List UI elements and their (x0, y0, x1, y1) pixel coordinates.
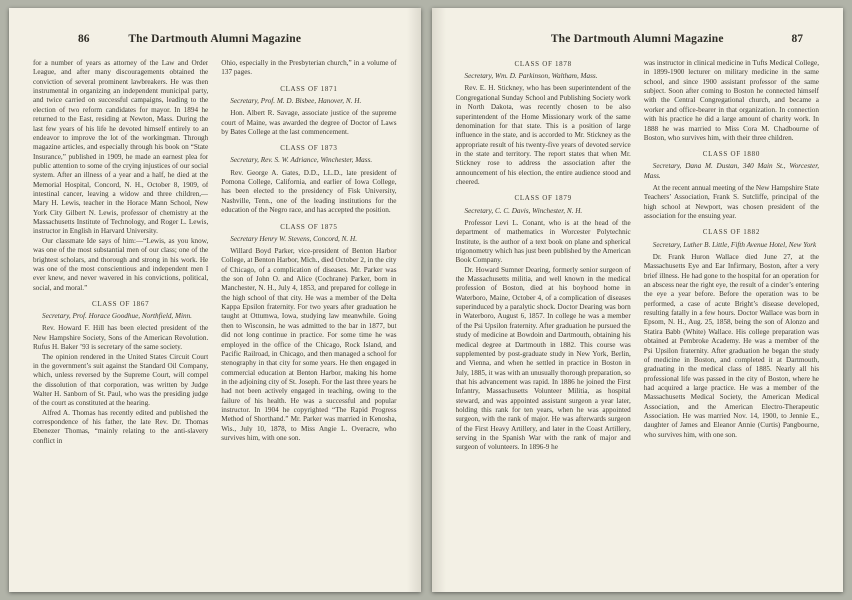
paragraph: Hon. Albert R. Savage, associate justice of the supreme court of Maine, was awarded the degree of Doctor of Laws by Bates College at the last commencement. (221, 109, 397, 136)
class-heading: CLASS OF 1873 (280, 144, 338, 153)
class-heading: CLASS OF 1867 (91, 299, 150, 308)
right-page (432, 8, 844, 592)
right-page-header (456, 33, 820, 49)
paragraph-continued: was instructor in clinical medicine in Tufts Medical College, in 1899-1900 lecturer on military medicine in the same school, and since 1900 assistant professor of the same subject. Soon after coming to Boston he connected himself with the Central Congregational church, and became a worker and office-bearer in that organization. In connection with his practice he did a large amount of charity work. In 1888 he was married to Miss Cora M. Chadbourne of Boston, who survives him, with their three children. (643, 59, 819, 142)
paragraph: At the recent annual meeting of the New Hampshire State Teachers’ Association, Frank S. Sutcliffe, principal of the high school at Newport, was chosen president of the association for the ensuing year. (643, 184, 819, 221)
page-number-left: 86 (78, 33, 90, 45)
secretary-line: Secretary, C. C. Davis, Winchester, N. H. (464, 206, 583, 215)
secretary-line: Secretary, Prof. M. D. Bisbee, Hanover, N. H. (230, 96, 362, 105)
paragraph: Rev. E. H. Stickney, who has been superintendent of the Congregational Sunday School and Publishing Society work in North Dakota, was recently chosen to be also superintendent of the Home Missionary work of the same denomination for that state. This is a position of large influence in the state, and is accorded to Mr. Stickney as the appropriate result of his twenty-five years of devoted service in the state and territory. The report states that when Mr. Stickney rose to address the association after the announcement of his election, the entire audience stood and cheered. (455, 84, 631, 187)
text-column-1 (33, 59, 208, 578)
paragraph-continued: Ohio, especially in the Presbyterian church,” in a volume of 137 pages. (221, 59, 397, 77)
paragraph-continued: for a number of years as attorney of the Law and Order League, and after many discouragements obtained the conviction of several prominent lawbreakers. He was then instrumental in organizing an independent municipal party, and twice carried on successful campaigns, leading to the election of two reform candidates for mayor. In 1894 he returned to the East, residing at Newton, Mass. During the last few years of his life he devoted himself entirely to an endeavor to improve the lot of the workingman. Through magazine articles, and especially through his book on “State Insurance,” published in 1909, he made an earnest plea for public attention to some of the crying injustices of our social system. After an illness of a year and a half, he died at the Memorial Hospital, Concord, N. H., October 8, 1909, of intestinal cancer, leaving a widow and three children,—Mary H. Lewis, teacher in the Horace Mann School, New York City Gilbert N. Lewis, professor of chemistry at the Massachusetts Institute of Technology, and Roger L. Lewis, instructor in English in Harvard University. (33, 59, 209, 236)
page-number-right: 87 (791, 33, 803, 45)
magazine-title: The Dartmouth Alumni Magazine (550, 33, 724, 45)
class-heading: CLASS OF 1882 (702, 228, 761, 237)
class-heading: CLASS OF 1880 (702, 150, 761, 159)
paragraph: Rev. Howard F. Hill has been elected president of the New Hampshire Society, Sons of the American Revolution. Rufus H. Baker ’93 is secretary of the same society. (33, 324, 209, 352)
secretary-line: Secretary, Wm. D. Parkinson, Waltham, Mass. (464, 72, 598, 81)
class-heading: CLASS OF 1879 (514, 194, 572, 203)
class-heading: CLASS OF 1878 (514, 60, 572, 68)
left-page-columns (33, 59, 397, 578)
paragraph: The opinion rendered in the United States Circuit Court in the government’s suit against the Standard Oil Company, which, unless reversed by the Supreme Court, will compel the dissolution of that corporation, was written by Judge Walter H. Sanborn of St. Paul, who was the presiding judge of the court as constituted at the hearing. (33, 352, 209, 408)
paragraph: Dr. Frank Huron Wallace died June 27, at the Massachusetts Eye and Ear Infirmary, Boston, after a very brief illness. He had gone to the hospital for an operation for an abscess near the right eye, the result of a cinder’s entering the eye a year before. Before the operation was to be performed, a case of acute Bright’s disease developed, resulting fatally in a few hours. Doctor Wallace was born in Epsom, N. H., Aug. 25, 1858, being the son of Alonzo and Statira Babb (White) Wallace. His college preparation was obtained at Pembroke Academy. He was a member of the Psi Upsilon fraternity. After graduation he began the study of medicine in Boston, and completed it at Dartmouth, graduating in the medical class of 1885. Nearly all his professional life was passed in the city of Boston, where he had acquired a large practice. He was a member of the Massachusetts Medical Society, the American Medical Association, and the American Electro-Therapeutic Association. He was married Nov. 14, 1900, to Jennie E., daughter of James and Eleanor Annie (Curtis) Pangbourne, who survives him, with one son. (643, 252, 819, 439)
paragraph: Our classmate Ide says of him:—“Lewis, as you know, was one of the most substantial men of our class; one of the brightest scholars, and thorough and strong in his work. He was one of the most conscientious and independent men I ever knew, and never wavered in his convictions, political, social, and moral.” (33, 236, 209, 292)
left-page (9, 8, 421, 592)
text-column-2 (221, 59, 396, 578)
secretary-line: Secretary, Rev. S. W. Adriance, Winchester, Mass. (230, 156, 373, 165)
text-column-1 (456, 59, 631, 578)
paragraph: Professor Levi L. Conant, who is at the head of the department of mathematics in Worcester Polytechnic Institute, is the author of a text book on plane and spherical trigonometry which has just been published by the American Book Company. (455, 218, 631, 265)
paragraph: Dr. Howard Sumner Dearing, formerly senior surgeon of the Massachusetts militia, and well known in the medical profession of Boston, died at his boyhood home in Waterboro, Maine, October 4, of a complication of diseases superinduced by a paralytic shock. Doctor Dearing was born in Waterboro, August 6, 1857. In college he was a member of the Psi Upsilon fraternity. After graduation he pursued the study of medicine at Bowdoin and Dartmouth, obtaining his medical degree at Dartmouth in 1882. This course was supplemented by post-graduate study in New York, Berlin, and Vienna, and when he settled in practice in Boston in July, 1885, it was with an unusually thorough preparation, so that his advancement was rapid. In 1886 he joined the First Infantry, Massachusetts Volunteer Militia, as hospital steward, and was appointed assistant surgeon a year later, holding this rank for ten years, when he was appointed surgeon, with the rank of major. He was afterwards surgeon of the First Heavy Artillery, and later in the Coast Artillery, serving in the Spanish War with the rank of major and surgeon of volunteers. In 1896-9 he (455, 265, 631, 452)
magazine-title: The Dartmouth Alumni Magazine (128, 33, 302, 45)
paragraph: Alfred A. Thomas has recently edited and published the correspondence of his father, the late Rev. Dr. Thomas Ebenezer Thomas, “mainly relating to the anti-slavery conflict in (33, 408, 209, 445)
paragraph: Rev. George A. Gates, D.D., LL.D., late president of Pomona College, California, and earlier of Iowa College, has been elected to the presidency of Fisk University, Nashville, Tenn., one of the leading institutions for the education of the Negro race, and has accepted the position. (221, 168, 397, 215)
class-heading: CLASS OF 1875 (280, 222, 338, 231)
secretary-line: Secretary, Prof. Horace Goodhue, Northfield, Minn. (42, 312, 192, 321)
secretary-line: Secretary, Luther B. Little, Fifth Avenue Hotel, New York (652, 240, 817, 249)
left-page-header (33, 33, 397, 49)
secretary-line: Secretary, Dana M. Dustan, 340 Main St., Worcester, Mass. (643, 162, 819, 180)
text-column-2 (644, 59, 819, 578)
secretary-line: Secretary Henry W. Stevens, Concord, N. H. (230, 234, 358, 243)
paragraph: Willard Boyd Parker, vice-president of Benton Harbor College, at Benton Harbor, Mich., died October 2, in the city of Chicago, of a complication of diseases. Mr. Parker was the son of John O. and Alice (Cochrane) Parker, born in Manchester, N. H., July 4, 1853, and prepared for college in the high school of that city. He was a member of the Delta Kappa Epsilon fraternity. For two years after graduation he taught at Ottumwa, Iowa, studying law meanwhile. Going then to Wisconsin, he was admitted to the bar in 1877, but did not long continue in practice. For some time he was employed in the office of the Chicago, Rock Island, and Pacific Railroad, in Chicago, and then managed a school for stenography in that city for some years. He then engaged in commercial education at Benton Harbor, making his home in the adjoining city of St. Joseph. For the last three years he had not been actively engaged in teaching, owing to the failure of his health. He was a successful and popular instructor. In 1904 he copyrighted “The Rapid Progress Method of Shorthand.” Mr. Parker was married in Kenosha, Wis., July 10, 1878, to Miss Angie L. Overacre, who survives him, with one son. (221, 246, 397, 443)
class-heading: CLASS OF 1871 (280, 84, 338, 93)
right-page-columns (456, 59, 820, 578)
